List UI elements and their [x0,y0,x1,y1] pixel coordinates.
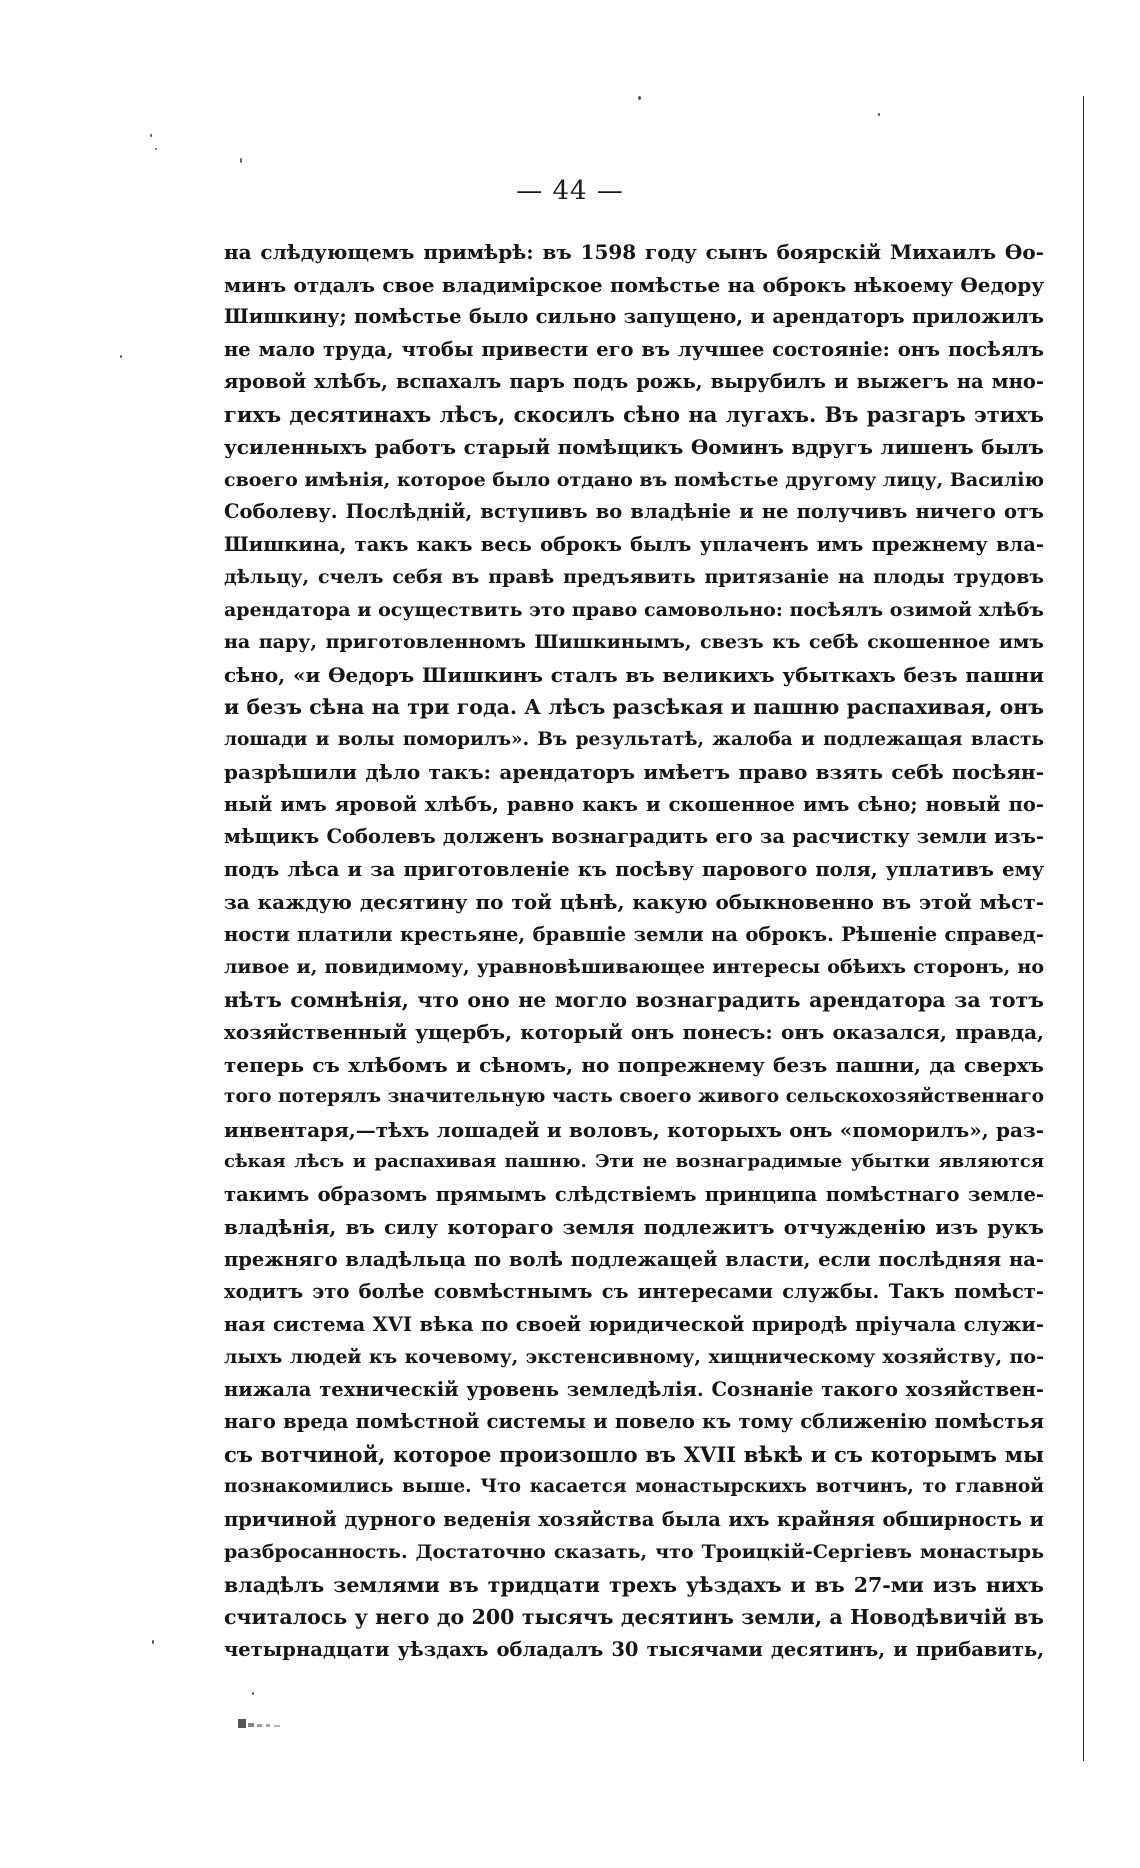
text-line: хозяйственный ущербъ, который онъ понесъ: онъ оказался, правда, [224,1020,1044,1044]
text-line: сѣно, «и Ѳедоръ Шишкинъ сталъ въ великихъ убыткахъ безъ пашни [224,662,1044,687]
text-line: лыхъ людей къ кочевому, экстенсивному, хищническому хозяйству, по- [224,1346,1044,1368]
text-line: владѣнія, въ силу котораго земля подлежитъ отчужденію изъ рукъ [224,1215,1044,1239]
text-line: разрѣшили дѣло такъ: арендаторъ имѣетъ право взять себѣ посѣян- [224,760,1044,784]
text-line: сѣкая лѣсъ и распахивая пашню. Эти не вознаградимые убытки являются [224,1151,1044,1172]
text-line: наго вреда помѣстной системы и повело къ тому сближенію помѣстья [224,1410,1044,1433]
scan-speck [120,355,122,358]
scan-speck [150,134,152,137]
text-line: инвентаря,—тѣхъ лошадей и воловъ, которыхъ онъ «поморилъ», раз- [224,1117,1044,1142]
text-line: Шишкину; помѣстье было сильно запущено, и арендаторъ приложилъ [224,305,1044,328]
text-line: ный имъ яровой хлѣбъ, равно какъ и скошенное имъ сѣно; новый по- [224,792,1044,816]
text-line: Шишкина, такъ какъ весь оброкъ былъ уплаченъ имъ прежнему вла- [224,532,1044,556]
body-text [224,236,1044,1666]
text-line: своего имѣнія, которое было отдано въ помѣстье другому лицу, Василію [224,468,1044,491]
text-line: ливое и, повидимому, уравновѣшивающее интересы обѣихъ сторонъ, но [224,956,1044,978]
scan-speck [252,1692,254,1695]
text-line: дѣльцу, счелъ себя въ правѣ предъявить притязаніе на плоды трудовъ [224,566,1044,588]
text-line: лошади и волы поморилъ». Въ результатѣ, жалоба и подлежащая власть [224,728,1044,750]
text-line: познакомились выше. Что касается монастырскихъ вотчинъ, то главной [224,1476,1044,1497]
text-line: того потерялъ значительную часть своего живого сельскохозяйственнаго [224,1086,1044,1107]
text-line: не мало труда, чтобы привести его въ лучшее состояніе: онъ посѣялъ [224,337,1044,361]
text-line: на слѣдующемъ примѣрѣ: въ 1598 году сынъ боярскій Михаилъ Ѳо- [224,240,1044,264]
text-line: гихъ десятинахъ лѣсъ, скосилъ сѣно на лугахъ. Въ разгаръ этихъ [224,401,1044,427]
text-line: подъ лѣса и за приготовленіе къ посѣву парового поля, уплативъ ему [224,857,1044,881]
text-line: прежняго владѣльца по волѣ подлежащей власти, если послѣдняя на- [224,1247,1044,1271]
text-line: мѣщикъ Соболевъ долженъ вознаградить его за расчистку земли изъ- [224,825,1044,848]
scan-speck [152,1640,154,1644]
text-line: и безъ сѣна на три года. А лѣсъ разсѣкая и пашню распахивая, онъ [224,695,1044,719]
text-line: арендатора и осуществить это право самовольно: посѣялъ озимой хлѣбъ [224,598,1044,621]
text-line: разбросанность. Достаточно сказать, что Троицкій-Сергіевъ монастырь [224,1541,1044,1563]
scan-speck [155,148,157,150]
text-line: нижала техническій уровень земледѣлія. Сознаніе такого хозяйствен- [224,1377,1044,1401]
text-line: съ вотчиной, которое произошло въ XVII вѣкѣ и съ которымъ мы [224,1441,1044,1467]
scan-speck [638,96,641,100]
text-line: теперь съ хлѣбомъ и сѣномъ, но попрежнему безъ пашни, да сверхъ [224,1052,1044,1077]
scan-smudge-mark [238,1717,308,1729]
text-line: минъ отдалъ свое владимірское помѣстье на оброкъ нѣкоему Ѳедору [224,272,1044,297]
text-line: такимъ образомъ прямымъ слѣдствіемъ принципа помѣстнаго земле- [224,1182,1044,1206]
text-line: причиной дурного веденія хозяйства была ихъ крайняя обширность и [224,1507,1044,1531]
text-line: ная система XVI вѣка по своей юридической природѣ пріучала служи- [224,1312,1044,1336]
text-line: ходитъ это болѣе совмѣстнымъ съ интересами службы. Такъ помѣст- [224,1280,1044,1303]
text-line: ности платили крестьяне, бравшіе земли на оброкъ. Рѣшеніе справед- [224,922,1044,946]
text-line: яровой хлѣбъ, вспахалъ паръ подъ рожь, вырубилъ и выжегъ на мно- [224,370,1044,393]
text-line: за каждую десятину по той цѣнѣ, какую обыкновенно въ этой мѣст- [224,890,1044,914]
page-number: — 44 — [516,176,624,206]
page-edge-rule [1083,96,1084,1761]
scan-speck [878,113,880,116]
text-line: четырнадцати уѣздахъ обладалъ 30 тысячами десятинъ, и прибавить, [224,1637,1044,1661]
text-line: считалось у него до 200 тысячъ десятинъ земли, а Новодѣвичій въ [224,1605,1044,1629]
text-line: усиленныхъ работъ старый помѣщикъ Ѳоминъ вдругъ лишенъ былъ [224,435,1044,459]
text-line: владѣлъ землями въ тридцати трехъ уѣздахъ и въ 27-ми изъ нихъ [224,1572,1044,1597]
scan-speck [240,158,242,163]
text-line: Соболеву. Послѣдній, вступивъ во владѣніе и не получивъ ничего отъ [224,500,1044,523]
text-line: на пару, приготовленномъ Шишкинымъ, свезъ къ себѣ скошенное имъ [224,631,1044,653]
text-line: нѣтъ сомнѣнія, что оно не могло вознаградить арендатора за тотъ [224,987,1044,1012]
